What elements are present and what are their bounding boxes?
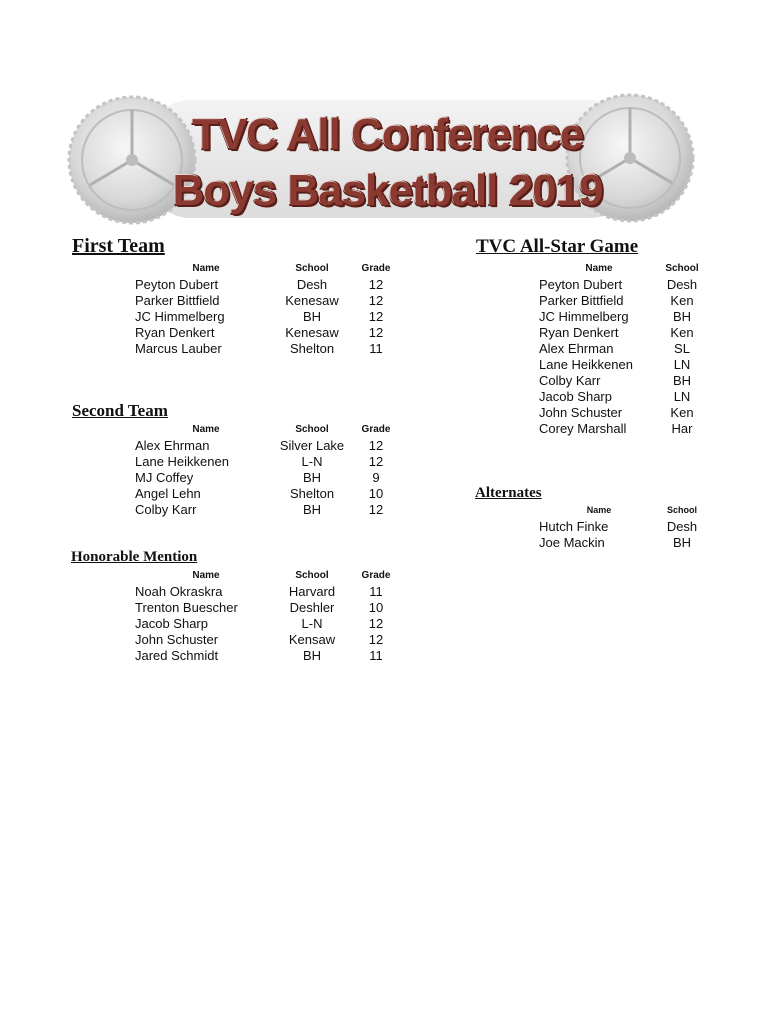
all-star-row-8-name: Jacob Sharp bbox=[539, 389, 612, 404]
first-team-row-1-grade: 12 bbox=[368, 277, 384, 292]
all-star-row-3-school: BH bbox=[672, 309, 692, 324]
alternates-row-2-school: BH bbox=[672, 535, 692, 550]
honorable-mention-header-grade: Grade bbox=[361, 570, 391, 581]
all-star-row-3-name: JC Himmelberg bbox=[539, 309, 629, 324]
first-team-row-3-school: BH bbox=[302, 309, 322, 324]
second-team-header-school: School bbox=[295, 424, 329, 435]
second-team-row-3-school: BH bbox=[302, 470, 322, 485]
honorable-mention-row-4-grade: 12 bbox=[368, 632, 384, 647]
all-star-row-6-school: LN bbox=[673, 357, 691, 372]
honorable-mention-header-school: School bbox=[295, 570, 329, 581]
all-star-row-9-name: John Schuster bbox=[539, 405, 623, 420]
second-team-title: Second Team bbox=[72, 401, 168, 420]
honorable-mention-row-1-grade: 11 bbox=[369, 584, 383, 599]
second-team-row-1-school: Silver Lake bbox=[279, 438, 345, 453]
first-team-title: First Team bbox=[72, 235, 165, 257]
second-team-row-3-name: MJ Coffey bbox=[135, 470, 194, 485]
all-star-row-4-name: Ryan Denkert bbox=[539, 325, 619, 340]
honorable-mention-row-3-name: Jacob Sharp bbox=[135, 616, 208, 631]
second-team-row-4-grade: 10 bbox=[368, 486, 384, 501]
all-star-row-5-name: Alex Ehrman bbox=[539, 341, 614, 356]
second-team-row-1-name: Alex Ehrman bbox=[135, 438, 210, 453]
all-star-row-9-school: Ken bbox=[670, 405, 694, 420]
second-team-row-1-grade: 12 bbox=[368, 438, 384, 453]
all-star-row-10-school: Har bbox=[671, 421, 693, 436]
first-team-row-4-school: Kenesaw bbox=[285, 325, 339, 340]
all-star-row-2-school: Ken bbox=[670, 293, 694, 308]
second-team-row-2-name: Lane Heikkenen bbox=[135, 454, 229, 469]
all-star-row-5-school: SL bbox=[674, 341, 690, 356]
first-team-row-4-grade: 12 bbox=[368, 325, 384, 340]
alternates-row-2-name: Joe Mackin bbox=[539, 535, 605, 550]
honorable-mention-title: Honorable Mention bbox=[71, 549, 198, 565]
second-team-row-2-school: L-N bbox=[301, 454, 323, 469]
first-team-row-5-name: Marcus Lauber bbox=[135, 341, 222, 356]
honorable-mention-row-5-school: BH bbox=[302, 648, 322, 663]
first-team-row-3-grade: 12 bbox=[368, 309, 384, 324]
first-team-header-name: Name bbox=[192, 263, 220, 274]
first-team-row-4-name: Ryan Denkert bbox=[135, 325, 215, 340]
all-star-row-7-name: Colby Karr bbox=[539, 373, 601, 388]
second-team-row-2-grade: 12 bbox=[368, 454, 384, 469]
first-team-row-5-grade: 11 bbox=[369, 341, 383, 356]
first-team-row-2-grade: 12 bbox=[368, 293, 384, 308]
honorable-mention-row-2-name: Trenton Buescher bbox=[135, 600, 238, 615]
honorable-mention-row-2-school: Deshler bbox=[289, 600, 335, 615]
second-team-header-name: Name bbox=[192, 424, 220, 435]
honorable-mention-row-1-school: Harvard bbox=[288, 584, 336, 599]
honorable-mention-header-name: Name bbox=[192, 570, 220, 581]
all-star-row-6-name: Lane Heikkenen bbox=[539, 357, 633, 372]
all-star-row-7-school: BH bbox=[672, 373, 692, 388]
first-team-row-1-school: Desh bbox=[296, 277, 328, 292]
first-team-row-2-name: Parker Bittfield bbox=[135, 293, 220, 308]
honorable-mention-row-1-name: Noah Okraskra bbox=[135, 584, 223, 599]
first-team-row-2-school: Kenesaw bbox=[285, 293, 339, 308]
honorable-mention-row-2-grade: 10 bbox=[368, 600, 384, 615]
second-team-header-grade: Grade bbox=[361, 424, 391, 435]
all-star-row-1-school: Desh bbox=[666, 277, 698, 292]
honorable-mention-row-3-school: L-N bbox=[301, 616, 323, 631]
all-star-header-name: Name bbox=[585, 263, 613, 274]
second-team-row-5-school: BH bbox=[302, 502, 322, 517]
second-team-row-4-school: Shelton bbox=[289, 486, 335, 501]
first-team-header-grade: Grade bbox=[361, 263, 391, 274]
alternates-row-1-school: Desh bbox=[666, 519, 698, 534]
all-star-row-4-school: Ken bbox=[670, 325, 694, 340]
all-star-row-2-name: Parker Bittfield bbox=[539, 293, 624, 308]
second-team-row-5-grade: 12 bbox=[368, 502, 384, 517]
alternates-row-1-name: Hutch Finke bbox=[539, 519, 609, 534]
header-banner bbox=[0, 0, 775, 240]
alternates-header-name: Name bbox=[586, 505, 612, 515]
all-star-row-8-school: LN bbox=[673, 389, 691, 404]
second-team-row-5-name: Colby Karr bbox=[135, 502, 197, 517]
alternates-header-school: School bbox=[666, 505, 697, 515]
all-star-header-school: School bbox=[665, 263, 699, 274]
honorable-mention-row-4-school: Kensaw bbox=[288, 632, 336, 647]
honorable-mention-row-4-name: John Schuster bbox=[135, 632, 219, 647]
first-team-row-1-name: Peyton Dubert bbox=[135, 277, 219, 292]
honorable-mention-row-5-name: Jared Schmidt bbox=[135, 648, 219, 663]
alternates-title: Alternates bbox=[475, 485, 542, 501]
first-team-row-5-school: Shelton bbox=[289, 341, 335, 356]
all-star-row-10-name: Corey Marshall bbox=[539, 421, 627, 436]
first-team-row-3-name: JC Himmelberg bbox=[135, 309, 225, 324]
honorable-mention-row-5-grade: 11 bbox=[369, 648, 383, 663]
banner-title-line-2: Boys Basketball 2019 bbox=[172, 166, 603, 215]
all-star-title: TVC All-Star Game bbox=[476, 236, 639, 257]
first-team-header-school: School bbox=[295, 263, 329, 274]
second-team-row-3-grade: 9 bbox=[372, 470, 380, 485]
second-team-row-4-name: Angel Lehn bbox=[135, 486, 201, 501]
honorable-mention-row-3-grade: 12 bbox=[368, 616, 384, 631]
banner-title-line-1: TVC All Conference bbox=[191, 110, 584, 159]
all-star-row-1-name: Peyton Dubert bbox=[539, 277, 623, 292]
